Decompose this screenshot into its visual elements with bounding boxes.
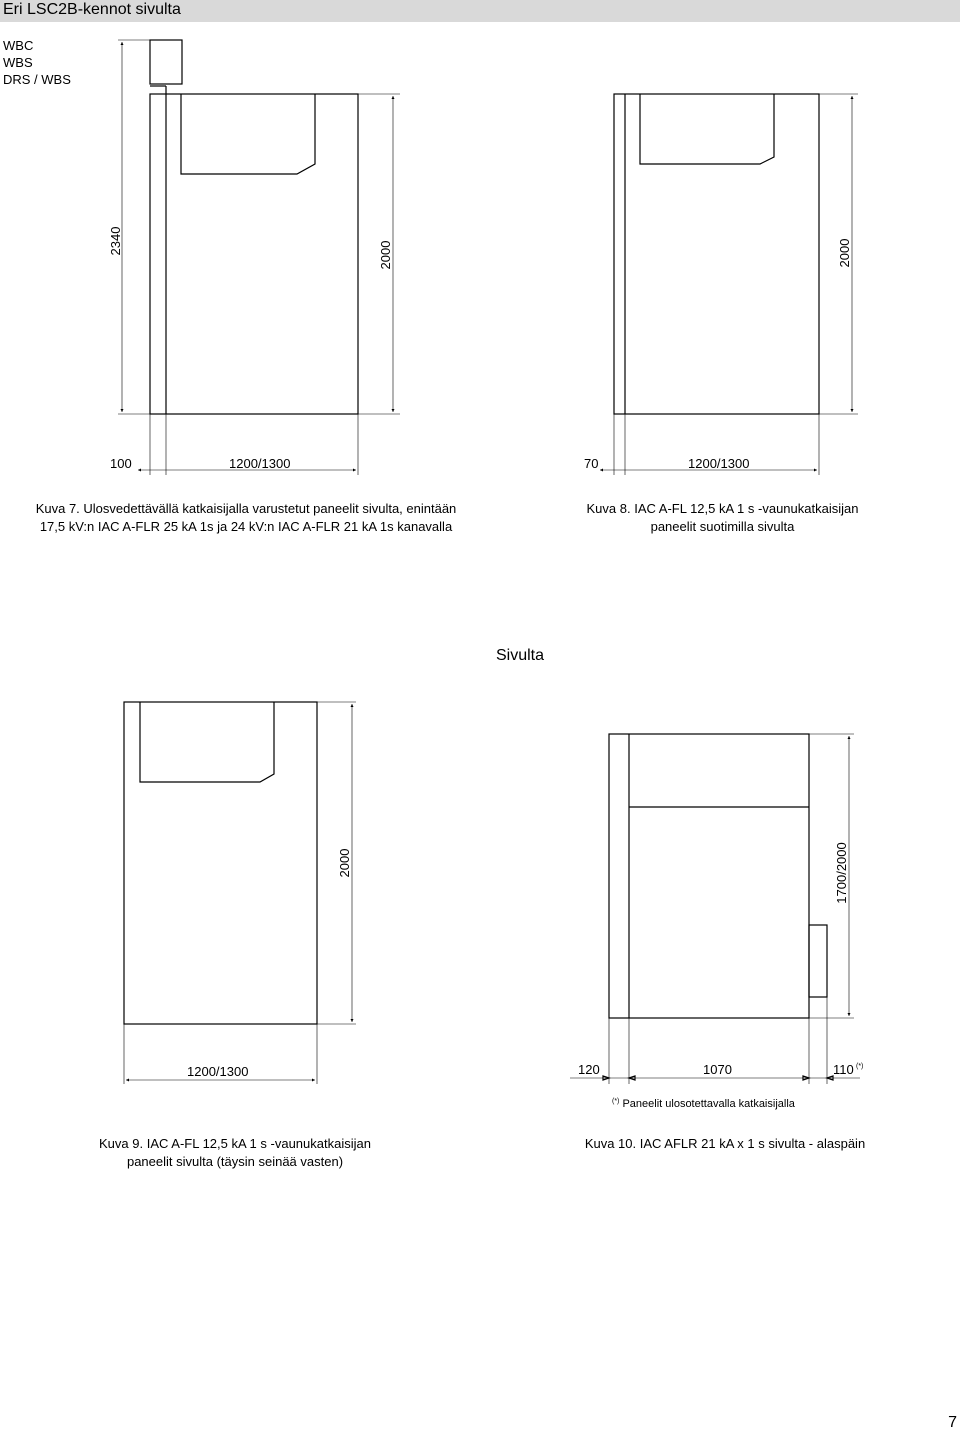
caption-line: Kuva 10. IAC AFLR 21 kA x 1 s sivulta - alaspäin: [584, 1136, 866, 1151]
panel-outline: [609, 734, 809, 1018]
caption-kuva-9: [60, 1135, 410, 1171]
dim-height: 2000: [837, 238, 852, 268]
figure-7-drawing: [108, 40, 400, 475]
footnote-text: Paneelit ulosotettavalla katkaisijalla: [622, 1098, 795, 1110]
type-item: WBC: [3, 38, 34, 53]
dim-width: 1070: [703, 1062, 732, 1077]
footnote-mark: (*): [612, 1098, 620, 1105]
caption-line: 17,5 kV:n IAC A-FLR 25 kA 1s ja 24 kV:n IAC A-FLR 21 kA 1s kanavalla: [39, 519, 453, 534]
dim-width: 1200/1300: [688, 456, 750, 471]
panel-window: [181, 94, 315, 174]
dim-height: 2000: [337, 848, 352, 878]
page-title: Eri LSC2B-kennot sivulta: [3, 1, 181, 18]
panel-window: [140, 702, 274, 782]
panel-outline: [614, 94, 819, 414]
dim-left-width: 100: [110, 456, 132, 471]
figure-10-drawing: [570, 734, 863, 1084]
section-label: Sivulta: [495, 647, 545, 664]
caption-line: Kuva 7. Ulosvedettävällä katkaisijalla varustetut paneelit sivulta, enintään: [35, 501, 457, 516]
caption-kuva-8: [560, 500, 885, 536]
dim-height: 1700/2000: [834, 842, 849, 904]
type-item: WBS: [3, 55, 33, 70]
dim-total-height: 2340: [108, 226, 123, 256]
figure-9-drawing: [124, 702, 356, 1084]
caption-line: Kuva 8. IAC A-FL 12,5 kA 1 s -vaunukatkaisijan: [586, 501, 859, 516]
dim-width: 1200/1300: [187, 1064, 249, 1079]
dim-right-width: 110: [833, 1062, 854, 1077]
panel-top-box: [150, 40, 182, 84]
figure-8-drawing: [584, 94, 858, 475]
caption-line: paneelit sivulta (täysin seinää vasten): [126, 1154, 344, 1169]
footnote: [612, 1098, 795, 1110]
panel-outline: [124, 702, 317, 1024]
caption-kuva-7: [0, 500, 492, 536]
page-number: 7: [948, 1414, 957, 1431]
panel-side-box: [809, 925, 827, 997]
dim-left-width: 120: [578, 1062, 600, 1077]
dim-height: 2000: [378, 240, 393, 270]
caption-kuva-10: [560, 1135, 890, 1153]
dim-width: 1200/1300: [229, 456, 291, 471]
dim-left-width: 70: [584, 456, 599, 471]
type-item: DRS / WBS: [3, 72, 71, 87]
dim-right-mark: (*): [856, 1063, 864, 1070]
caption-line: Kuva 9. IAC A-FL 12,5 kA 1 s -vaunukatkaisijan: [99, 1136, 371, 1151]
panel-window: [640, 94, 774, 164]
caption-line: paneelit suotimilla sivulta: [650, 519, 795, 534]
